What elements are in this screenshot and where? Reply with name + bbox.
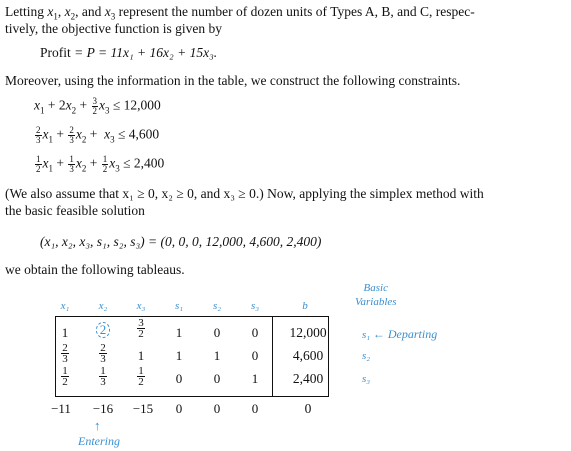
assume-line-1: (We also assume that x₁ ≥ 0, x₂ ≥ 0, and x₃ ≥ 0.) Now, applying the simplex method with	[5, 186, 484, 201]
intro-line-1: Letting $x_1$, $x_2$, and $x_3$ represent the number of dozen units of Types A, B, and C, respec-	[5, 4, 475, 22]
intro-line-2: tively, the objective function is given by	[5, 21, 222, 36]
table-row: 1 2 $\frac{3}{2}$ 1 0 0 12,000	[61, 317, 327, 340]
constraint-1-rhs: ≤ 12,000	[112, 97, 161, 113]
constraint-2: $\frac{2}{3}$ $x_1$ + $\frac{2}{3}$ $x_2 + x_3 \le 4,600$	[36, 125, 160, 145]
header-x3: x₃	[136, 300, 146, 312]
header-b: b	[302, 300, 308, 312]
pivot-element: 2	[96, 322, 111, 338]
header-s3: s₃	[250, 300, 260, 312]
obtain-line: we obtain the following tableaus.	[5, 262, 185, 277]
header-x2: x₂	[98, 300, 108, 312]
basic-variables-header: Basic Variables	[355, 282, 397, 308]
constraint-3-rhs: ≤ 2,400	[123, 155, 165, 171]
entering-arrow-icon: ↑	[94, 418, 101, 433]
basic-var-s1: s₁ ← Departing	[362, 327, 438, 341]
table-row: $\frac{1}{2}$ $\frac{1}{3}$ $\frac{1}{2}$ 0 0 1 2,400	[62, 365, 324, 388]
constraint-2-rhs: ≤ 4,600	[118, 126, 160, 142]
header-x1: x₁	[60, 300, 70, 312]
basic-var-s2: s₂	[362, 350, 371, 362]
moreover-line: Moreover, using the information in the table, we construct the following constraints.	[5, 73, 461, 88]
entering-label: Entering	[78, 434, 120, 448]
assume-line-2: the basic feasible solution	[5, 203, 145, 218]
departing-label: ← Departing	[372, 327, 438, 341]
header-s1: s₁	[174, 300, 184, 312]
objective-row: −11 −16 −15 0 0 0 0	[51, 401, 312, 416]
constraint-1: $x_1 + 2x_2$ + $\frac{3}{2}$ $x_3 \le 12,000$	[34, 96, 161, 116]
constraint-3: $\frac{1}{2}$ $x_1$ + $\frac{1}{3}$ $x_2$ + $\frac{1}{2}$ $x_3 \le 2,400$	[36, 154, 165, 174]
basic-feasible-solution: (x₁, x₂, x₃, s₁, s₂, s₃) = (0, 0, 0, 12,000, 4,600, 2,400)	[40, 234, 322, 249]
basic-var-s3: s₃	[362, 373, 371, 385]
table-row: $\frac{2}{3}$ $\frac{2}{3}$ 1 1 1 0 4,600	[62, 342, 324, 365]
profit-equation: Profit = P = 11x₁ + 16x₂ + 15x₃.	[40, 45, 218, 60]
header-s2: s₂	[212, 300, 222, 312]
